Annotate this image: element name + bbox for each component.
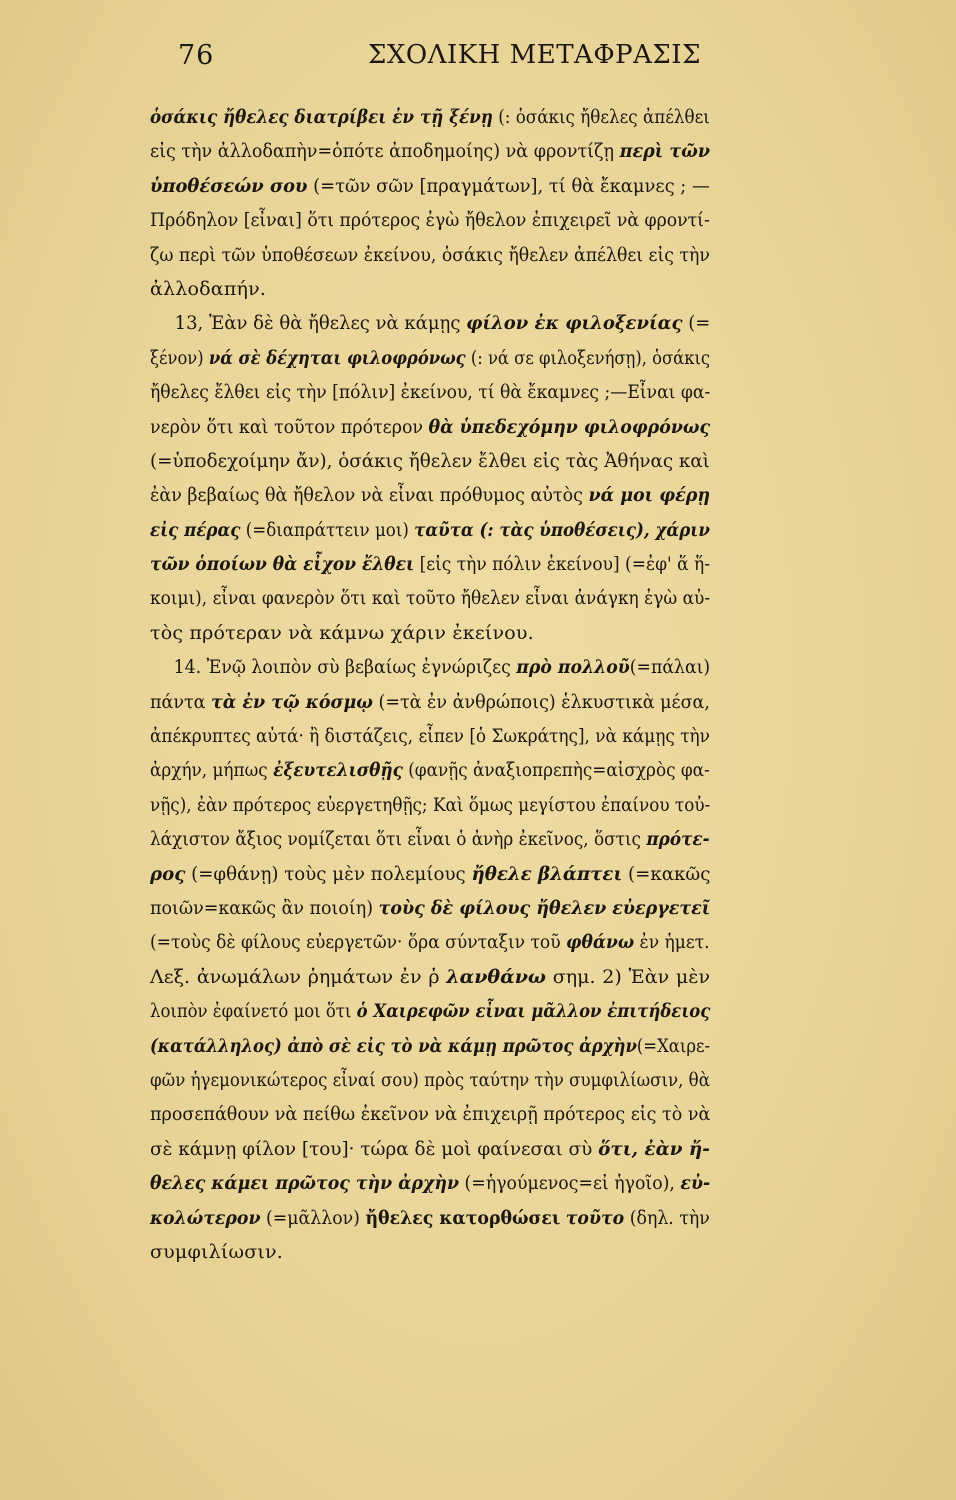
text-line	[150, 238, 710, 272]
text-segment: (=πάλαι)	[629, 656, 711, 679]
emphasized-text: φθάνω	[566, 931, 635, 954]
text-segment: φῶν ἡγεμονικώτερος εἶναί σου) πρὸς ταύτην τὴν συμφιλίωσιν, θὰ	[150, 1068, 710, 1091]
emphasized-text: ταῦτα (: τὰς ὑποθέσεις), χάριν	[414, 518, 710, 541]
text-line	[150, 134, 711, 168]
text-line	[150, 788, 711, 822]
text-line	[150, 685, 710, 719]
text-line	[150, 960, 710, 994]
text-line	[150, 616, 710, 650]
page-header	[150, 40, 750, 80]
text-line	[150, 1063, 710, 1097]
text-segment: (=τὰ ἐν ἀνθρώποις) ἑλκυστικὰ μέσα,	[372, 690, 710, 713]
emphasized-text: ὁσάκις ἤθελες διατρίβει ἐν τῇ ξένῃ	[150, 106, 493, 128]
text-segment: πάντα	[150, 690, 212, 713]
text-segment: (: ὁσάκις ἤθελες ἀπέλθει	[492, 106, 710, 128]
emphasized-text: τοὺς δὲ φίλους ἤθελεν εὐεργετεῖ	[378, 896, 711, 919]
emphasized-text: ὁ Χαιρεφῶν εἶναι μᾶλλον ἐπιτήδειος	[356, 1000, 711, 1023]
text-segment: ἤθελες ἔλθει εἰς τὴν [πόλιν] ἐκείνου, τί θὰ ἔκαμνες ;—Εἶναι φα-	[150, 381, 711, 404]
text-segment: λοιπὸν ἐφαίνετό μοι ὅτι	[150, 1000, 357, 1023]
text-line	[150, 753, 710, 787]
emphasized-text: κολώτερον	[150, 1206, 261, 1229]
text-segment: νερὸν ὅτι καὶ τοῦτον πρότερον	[150, 415, 429, 438]
text-line	[150, 410, 711, 444]
text-line	[150, 272, 710, 306]
emphasized-text: θὰ ὑπεδεχόμην φιλοφρόνως	[428, 415, 711, 438]
emphasized-text: φίλον ἐκ φιλοξενίας	[466, 312, 683, 335]
emphasized-text: ὑποθέσεών σου	[150, 174, 308, 197]
emphasized-text: ἤθελε βλάπτει	[471, 862, 623, 885]
text-segment: κοιμι), εἶναι φανερὸν ὅτι καὶ τοῦτο ἤθελεν εἶναι ἀνάγκη ἐγὼ αὐ-	[150, 587, 711, 610]
emphasized-text: εἰς πέρας	[150, 518, 241, 541]
text-line	[150, 822, 710, 856]
text-segment: νῇς), ἐὰν πρότερος εὐεργετηθῇς; Καὶ ὅμως μεγίστου ἐπαίνου τοὐ-	[150, 793, 711, 816]
text-line	[150, 547, 710, 581]
text-segment: ἐν ἡμετ.	[634, 931, 710, 954]
text-line	[150, 1166, 711, 1200]
text-segment: σὲ κάμνῃ φίλον [του]· τώρα δὲ μοὶ φαίνεσαι σὺ	[150, 1137, 599, 1160]
text-line	[150, 1132, 710, 1166]
text-segment: Λεξ. ἀνωμάλων ῥημάτων ἐν ῥ	[150, 965, 447, 988]
page-number: 76	[178, 40, 215, 71]
emphasized-text: πρὸ πολλοῦ	[516, 656, 630, 679]
text-segment: ἀπέκρυπτες αὐτά· ἢ διστάζεις, εἶπεν [ὁ Σωκράτης], νὰ κάμῃς τὴν	[150, 725, 710, 748]
text-segment: (=	[682, 312, 711, 335]
emphasized-text: ἤθελες κατορθώσει	[365, 1206, 561, 1229]
emphasized-text: ἐξευτελισθῇς	[273, 759, 403, 782]
text-segment: (φανῇς ἀναξιοπρεπὴς=αἰσχρὸς φα-	[402, 759, 710, 782]
text-line	[150, 1235, 710, 1269]
text-segment: (=ἡγούμενος=εἰ ἡγοῖο),	[459, 1172, 681, 1195]
text-segment: ποιῶν=κακῶς ἂν ποιοίη)	[150, 896, 379, 919]
emphasized-text: εὐ-	[680, 1172, 711, 1195]
text-segment: 13, Ἐὰν δὲ θὰ ἤθελες νὰ κάμῃς	[174, 312, 467, 335]
text-segment: ξένον)	[150, 346, 209, 369]
text-line	[150, 891, 711, 925]
text-segment: (=φθάνῃ) τοὺς μὲν πολεμίους	[185, 862, 472, 885]
emphasized-text: νά μοι φέρῃ	[588, 484, 711, 507]
text-segment: ἀρχήν, μήπως	[150, 759, 274, 782]
text-segment: Πρόδηλον [εἶναι] ὅτι πρότερος ἐγὼ ἤθελον ἐπιχειρεῖ νὰ φροντί-	[150, 209, 710, 232]
text-line	[150, 1097, 711, 1131]
emphasized-text: τὰ ἐν τῷ κόσμῳ	[211, 690, 373, 713]
text-line	[150, 375, 711, 409]
text-segment: (=τῶν σῶν [πραγμάτων], τί θὰ ἔκαμνες ; —	[307, 174, 710, 197]
text-segment: (=μᾶλλον)	[260, 1206, 366, 1229]
text-segment: εἰς τὴν ἀλλοδαπὴν=ὁπότε ἀποδημοίης) νὰ φροντίζῃ	[150, 140, 620, 163]
text-line	[150, 719, 710, 753]
text-line	[150, 1029, 711, 1063]
text-segment: (=ὑποδεχοίμην ἄν), ὁσάκις ἤθελεν ἔλθει εἰς τὰς Ἀθήνας καὶ	[150, 449, 710, 472]
emphasized-text: ὅτι, ἐὰν ἤ-	[598, 1137, 710, 1160]
emphasized-text: (κατάλληλος) ἀπὸ σὲ εἰς τὸ νὰ κάμῃ πρῶτος ἀρχὴν	[150, 1034, 637, 1057]
body-text	[150, 100, 710, 1269]
text-line	[150, 478, 711, 512]
text-line	[150, 581, 711, 615]
emphasized-text: τῶν ὁποίων θὰ εἶχον ἔλθει	[150, 553, 415, 576]
text-line	[150, 306, 711, 340]
emphasized-text: λανθάνω	[446, 965, 546, 988]
text-segment: σημ. 2) Ἐὰν μὲν	[545, 965, 710, 988]
text-segment: τὸς πρότεραν νὰ κάμνω χάριν ἐκείνου.	[150, 621, 534, 644]
text-segment: ἐὰν βεβαίως θὰ ἤθελον νὰ εἶναι πρόθυμος αὐτὸς	[150, 484, 589, 507]
text-segment: (=τοὺς δὲ φίλους εὐεργετῶν· ὅρα σύνταξιν τοῦ	[150, 931, 567, 954]
text-segment: (δηλ. τὴν	[624, 1206, 710, 1229]
text-segment: λάχιστον ἄξιος νομίζεται ὅτι εἶναι ὁ ἀνὴρ ἐκεῖνος, ὅστις	[150, 828, 647, 851]
emphasized-text: θελες κάμει πρῶτος τὴν ἀρχὴν	[150, 1172, 460, 1195]
text-line	[150, 994, 711, 1028]
text-line	[150, 857, 711, 891]
emphasized-text: νά σὲ δέχηται φιλοφρόνως	[208, 346, 466, 369]
text-line	[150, 925, 710, 959]
text-line	[150, 203, 710, 237]
text-line	[150, 650, 711, 684]
text-line	[150, 169, 710, 203]
text-segment: (=Χαιρε-	[636, 1034, 711, 1057]
text-line	[150, 1201, 710, 1235]
text-segment: [εἰς τὴν πόλιν ἐκείνου] (=ἐφ' ἅ ἥ-	[414, 553, 710, 576]
text-segment: (=διαπράττειν μοι)	[240, 518, 415, 541]
text-segment: συμφιλίωσιν.	[150, 1240, 284, 1263]
text-segment: (=κακῶς	[622, 862, 711, 885]
text-segment: προσεπάθουν νὰ πείθω ἐκεῖνον νὰ ἐπιχειρῇ πρότερος εἰς τὸ νὰ	[150, 1103, 711, 1126]
running-title: ΣΧΟΛΙΚΗ ΜΕΤΑΦΡΑΣΙΣ	[368, 40, 701, 70]
text-segment: (: νά σε φιλοξενήσῃ), ὁσάκις	[465, 346, 711, 369]
emphasized-text: τοῦτο	[565, 1206, 625, 1229]
text-line	[150, 513, 710, 547]
text-line	[150, 100, 710, 134]
text-segment: ζω περὶ τῶν ὑποθέσεων ἐκείνου, ὁσάκις ἤθελεν ἀπέλθει εἰς τὴν	[150, 243, 710, 266]
emphasized-text: ρος	[150, 862, 186, 885]
text-segment: ἀλλοδαπήν.	[150, 277, 267, 300]
text-line	[150, 444, 710, 478]
emphasized-text: πρότε-	[646, 828, 710, 851]
emphasized-text: περὶ τῶν	[619, 140, 711, 163]
text-line	[150, 341, 711, 375]
text-segment: 14. Ἐνῷ λοιπὸν σὺ βεβαίως ἐγνώριζες	[173, 656, 517, 679]
